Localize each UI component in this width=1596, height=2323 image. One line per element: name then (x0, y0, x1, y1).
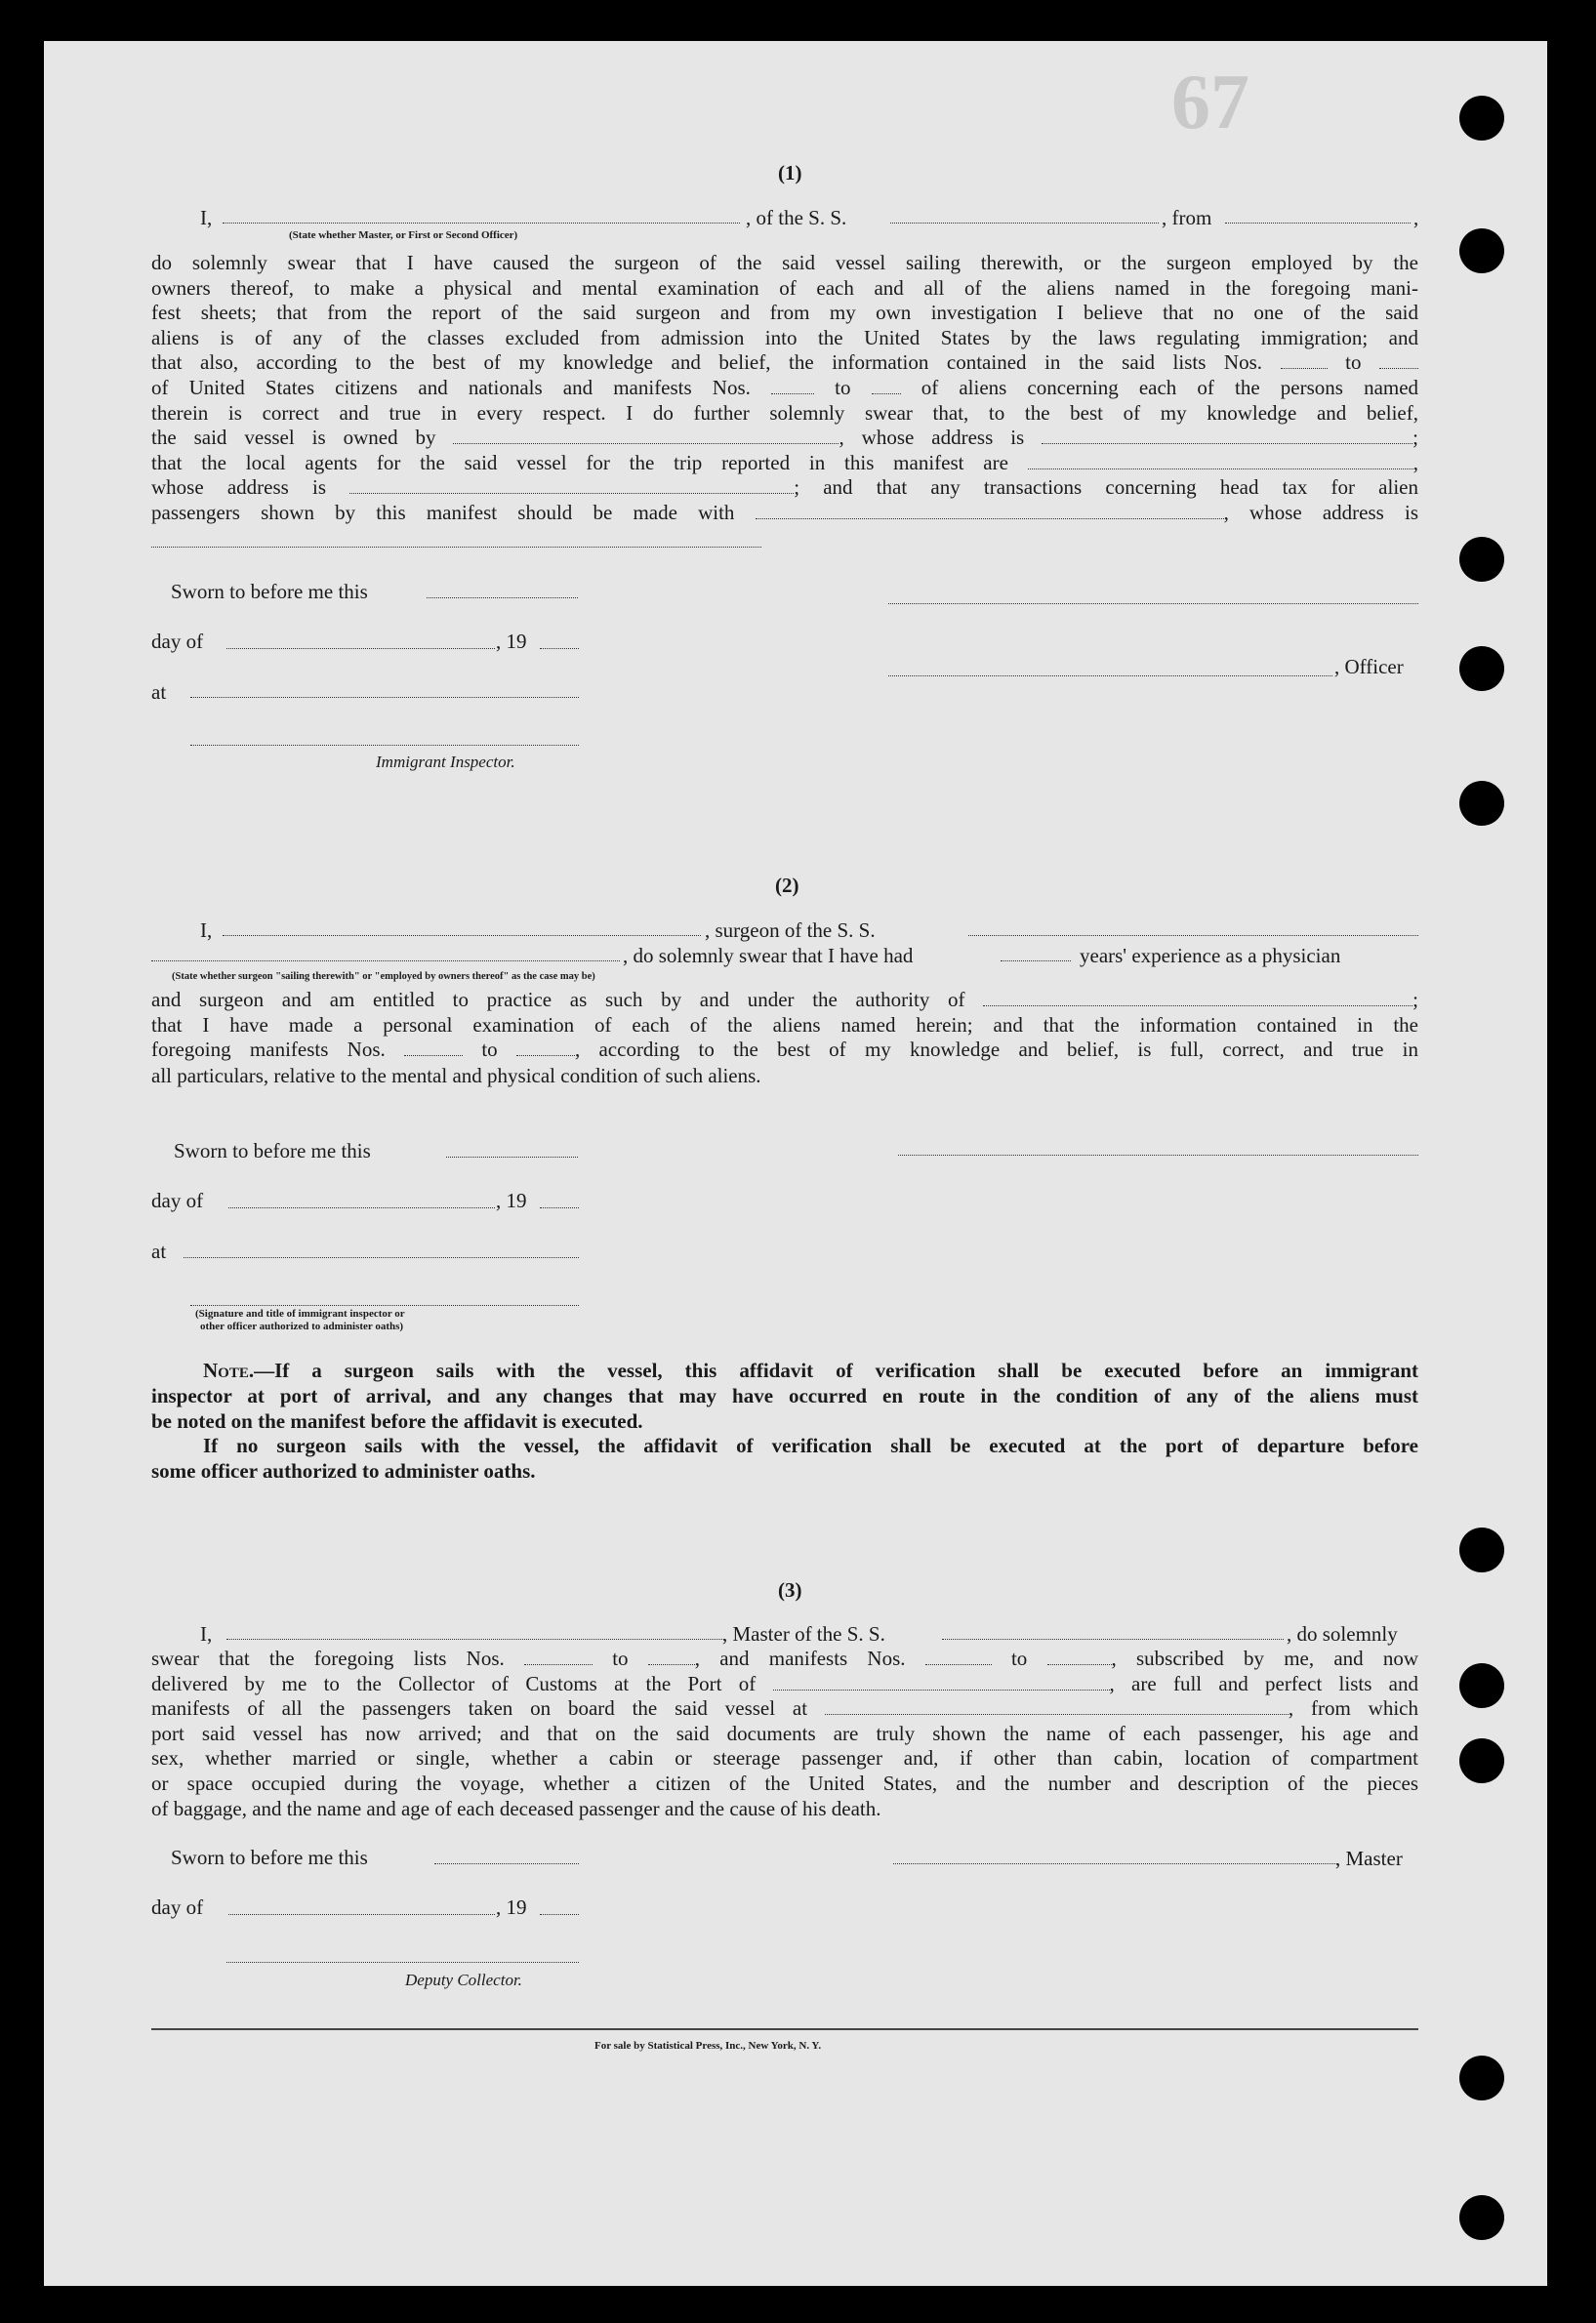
note-line-5: some officer authorized to administer oaths. (151, 1459, 536, 1483)
s2-day-blank[interactable] (228, 1207, 495, 1208)
note-line: If no surgeon sails with the vessel, the affidavit of verification shall be executed at the port of departure before (203, 1434, 1418, 1457)
note-body (151, 1359, 1418, 1408)
s2-sig-blank[interactable] (190, 1305, 579, 1306)
s3-line: manifests of all the passengers taken on board the said vessel at , from which (151, 1696, 1418, 1721)
s3-year-blank[interactable] (540, 1914, 579, 1915)
note-line-3: be noted on the manifest before the affidavit is executed. (151, 1409, 643, 1433)
s3-collector-sig-blank[interactable] (226, 1962, 579, 1963)
s3-body (151, 1647, 1418, 1797)
punch-hole (1459, 1663, 1504, 1708)
punch-hole (1459, 537, 1504, 582)
s2-state-note: (State whether surgeon "sailing therewith" or "employed by owners thereof" as the case may be) (172, 971, 595, 982)
s1-nineteen: , 19 (496, 630, 527, 653)
s3-sworn-blank[interactable] (434, 1863, 579, 1864)
s2-line-last: all particulars, relative to the mental and physical condition of such aliens. (151, 1064, 761, 1087)
s2-sworn: Sworn to before me this (174, 1139, 371, 1162)
s1-day-of: day of (151, 630, 204, 653)
s1-officer: , Officer (1334, 655, 1404, 678)
s2-nineteen: , 19 (496, 1189, 527, 1212)
s2-sig-note-1: (Signature and title of immigrant inspector or (195, 1308, 405, 1320)
s2-ship-blank[interactable] (968, 935, 1418, 936)
s1-line: that the local agents for the said vessel for the trip reported in this manifest are , (151, 450, 1418, 474)
s1-of-ss: , of the S. S. (746, 206, 847, 229)
s1-ship-blank[interactable] (890, 223, 1159, 224)
s3-line: or space occupied during the voyage, whether a citizen of the United States, and the number and description of the pieces (151, 1771, 1418, 1795)
s3-master-of: , Master of the S. S. (722, 1622, 885, 1646)
note-line: inspector at port of arrival, and any changes that may have occurred en route in the condition of any of the aliens must (151, 1383, 1418, 1407)
s1-comma: , (1413, 206, 1419, 229)
s1-inspector-sig-blank[interactable] (190, 745, 579, 746)
s2-swear: , do solemnly swear that I have had (623, 944, 914, 967)
s1-at: at (151, 680, 167, 704)
s3-line: port said vessel has now arrived; and that on the said documents are truly shown the name of each passenger, his age and (151, 1721, 1418, 1745)
s1-at-blank[interactable] (190, 697, 579, 698)
s2-years-blank[interactable] (1001, 960, 1071, 961)
s2-name-blank[interactable] (223, 935, 701, 936)
s2-body (151, 988, 1418, 1063)
s1-day-blank[interactable] (226, 648, 495, 649)
punch-hole (1459, 228, 1504, 273)
punch-hole (1459, 1528, 1504, 1572)
s1-sworn: Sworn to before me this (171, 580, 368, 603)
s1-line: do solemnly swear that I have caused the surgeon of the said vessel sailing therewith, or the surgeon employed by the (151, 251, 1418, 274)
s3-name-blank[interactable] (226, 1639, 724, 1640)
s2-type-blank[interactable] (151, 960, 620, 961)
s3-do-sol: , do solemnly (1287, 1622, 1398, 1646)
s3-line: sex, whether married or single, whether a cabin or steerage passenger and, if other than cabin, location of compartment (151, 1746, 1418, 1771)
s2-line: that I have made a personal examination of each of the aliens named herein; and that the information contained in the (151, 1012, 1418, 1037)
section-3-number: (3) (778, 1578, 802, 1602)
s1-address-continue-blank[interactable] (151, 547, 761, 548)
s1-line: of United States citizens and nationals and manifests Nos. to of aliens concerning each of the persons named (151, 375, 1418, 399)
s2-sig-note-2: other officer authorized to administer oaths) (200, 1321, 404, 1332)
s3-master: , Master (1335, 1847, 1403, 1870)
s1-officer-sig-blank[interactable] (888, 675, 1332, 676)
s1-line: the said vessel is owned by , whose address is ; (151, 426, 1418, 450)
s2-day-of: day of (151, 1189, 204, 1212)
punch-hole (1459, 781, 1504, 826)
s2-at-blank[interactable] (184, 1257, 579, 1258)
s1-i: I, (200, 206, 213, 229)
punch-hole (1459, 1738, 1504, 1783)
s1-year-blank[interactable] (540, 648, 579, 649)
s1-signature-blank[interactable] (888, 603, 1418, 604)
s3-ship-blank[interactable] (942, 1639, 1284, 1640)
note-body-2 (151, 1434, 1418, 1459)
s3-nineteen: , 19 (496, 1895, 527, 1919)
corner-mark: 67 (1171, 60, 1249, 145)
s1-line: fest sheets; that from the report of the said surgeon and from my own investigation I believe that no one of the said (151, 301, 1418, 325)
s1-line: therein is correct and true in every respect. I do further solemnly swear that, to the best of my knowledge and belief, (151, 400, 1418, 425)
s2-sworn-blank[interactable] (446, 1157, 578, 1158)
s1-sworn-blank[interactable] (427, 597, 578, 598)
s2-years: years' experience as a physician (1080, 944, 1341, 967)
punch-hole (1459, 646, 1504, 691)
s3-master-sig-blank[interactable] (893, 1863, 1337, 1864)
s1-line: whose address is ; and that any transactions concerning head tax for alien (151, 475, 1418, 500)
s2-line: foregoing manifests Nos. to , according to the best of my knowledge and belief, is full, correct, and true in (151, 1038, 1418, 1062)
punch-hole (1459, 2056, 1504, 2100)
footer-rule (151, 2028, 1418, 2030)
s1-from-blank[interactable] (1225, 223, 1411, 224)
s1-line: aliens is of any of the classes excluded from admission into the United States by the laws regulating immigration; and (151, 325, 1418, 349)
s2-signature-blank[interactable] (898, 1155, 1418, 1156)
s3-day-blank[interactable] (228, 1914, 495, 1915)
s3-line-last: of baggage, and the name and age of each deceased passenger and the cause of his death. (151, 1797, 881, 1820)
s3-day-of: day of (151, 1895, 204, 1919)
s1-line: that also, according to the best of my knowledge and belief, the information contained in the said lists Nos. to (151, 350, 1418, 376)
note-line: Note.—If a surgeon sails with the vessel, this affidavit of verification shall be executed before an immigrant (203, 1359, 1418, 1382)
s3-line: swear that the foregoing lists Nos. to , and manifests Nos. to , subscribed by me, and now (151, 1647, 1418, 1670)
footer-publisher: For sale by Statistical Press, Inc., New York, N. Y. (594, 2040, 822, 2052)
s2-at: at (151, 1240, 167, 1263)
s1-state-note: (State whether Master, or First or Second Officer) (289, 229, 518, 241)
punch-hole (1459, 2195, 1504, 2240)
s3-i: I, (200, 1622, 213, 1646)
s2-line: and surgeon and am entitled to practice as such by and under the authority of ; (151, 988, 1418, 1011)
s3-deputy: Deputy Collector. (405, 1971, 522, 1989)
s1-body (151, 251, 1418, 526)
s2-i: I, (200, 918, 213, 942)
s1-line: owners thereof, to make a physical and mental examination of each and all of the aliens named in the foregoing mani- (151, 275, 1418, 300)
s3-sworn: Sworn to before me this (171, 1846, 368, 1869)
s2-year-blank[interactable] (540, 1207, 579, 1208)
s1-inspector: Immigrant Inspector. (376, 753, 515, 771)
section-1-number: (1) (778, 161, 802, 184)
s3-line: delivered by me to the Collector of Customs at the Port of , are full and perfect lists and (151, 1671, 1418, 1695)
section-2-number: (2) (775, 874, 799, 897)
s1-from: , from (1162, 206, 1212, 229)
s2-surgeon-of: , surgeon of the S. S. (705, 918, 876, 942)
punch-hole (1459, 96, 1504, 141)
s1-line: passengers shown by this manifest should be made with , whose address is (151, 500, 1418, 524)
